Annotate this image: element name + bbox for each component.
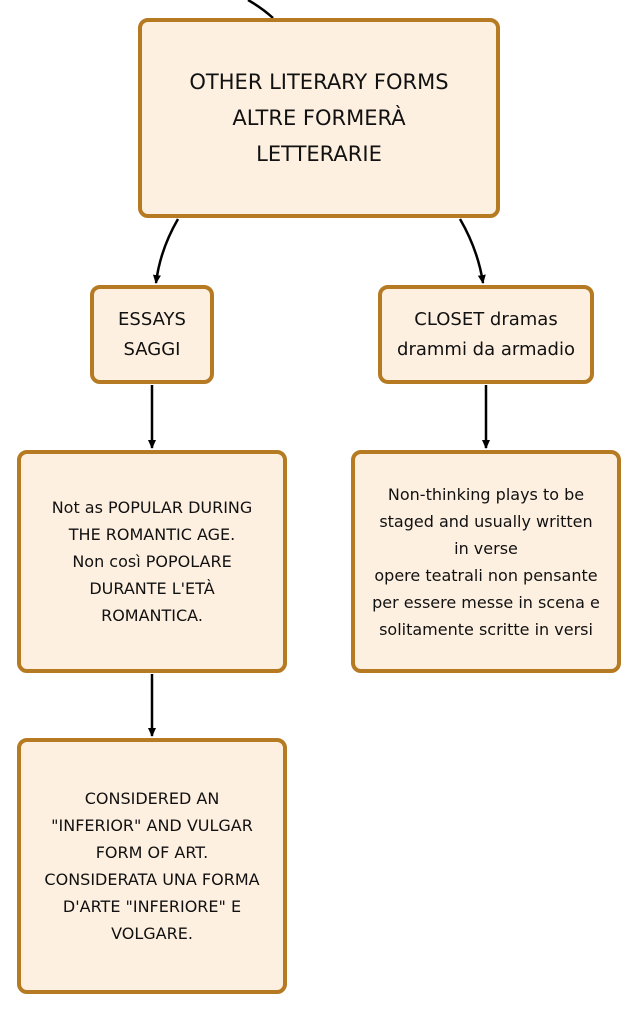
node-text-line: "INFERIOR" AND VULGAR — [51, 816, 253, 835]
incoming-connector — [248, 0, 273, 18]
node-text-line: drammi da armadio — [397, 338, 575, 360]
node-text-line: DURANTE L'ETÀ — [89, 579, 215, 598]
node-text-line: SAGGI — [123, 338, 181, 360]
node-essays — [90, 285, 214, 384]
connector-main-to-closet — [460, 219, 483, 283]
node-text-line: FORM OF ART. — [95, 843, 209, 862]
node-text-line: Not as POPULAR DURING — [51, 498, 253, 517]
node-text-line: THE ROMANTIC AGE. — [68, 525, 236, 544]
node-text-line: CONSIDERATA UNA FORMA — [44, 870, 260, 889]
node-other-literary-forms — [138, 18, 500, 218]
node-text-line: opere teatrali non pensante — [374, 565, 598, 585]
connector-main-to-essays — [156, 219, 178, 283]
node-text-line: VOLGARE. — [111, 924, 193, 943]
node-considered-inferior — [17, 738, 287, 994]
node-text-line: CLOSET dramas — [414, 308, 558, 330]
node-text-line: staged and usually written — [379, 511, 593, 531]
node-text-line: Non-thinking plays to be — [387, 484, 585, 504]
node-text-line: per essere messe in scena e — [372, 592, 600, 612]
node-text-line: OTHER LITERARY FORMS — [189, 70, 449, 94]
node-text-line: D'ARTE "INFERIORE" E — [62, 897, 242, 916]
node-text-line: ESSAYS — [118, 308, 186, 330]
node-text-line: ROMANTICA. — [101, 606, 203, 625]
node-text-line: solitamente scritte in versi — [379, 619, 593, 639]
node-text-line: LETTERARIE — [256, 142, 382, 166]
node-closet-dramas — [378, 285, 594, 384]
node-text-line: CONSIDERED AN — [84, 789, 220, 808]
node-text-line: in verse — [454, 538, 518, 558]
node-text-line: Non così POPOLARE — [72, 552, 232, 571]
node-not-as-popular — [17, 450, 287, 673]
node-text-line: ALTRE FORMERÀ — [232, 106, 406, 130]
node-non-thinking-plays — [351, 450, 621, 673]
